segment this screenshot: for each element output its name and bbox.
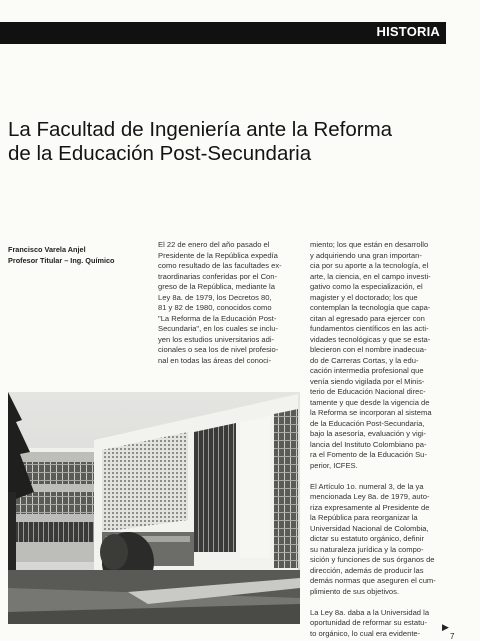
text-line: dictar su estatuto orgánico, definir <box>310 534 424 543</box>
text-line: Universidad Nacional de Colombia, <box>310 523 429 533</box>
text-line: El 22 de enero del año pasado el <box>158 240 270 249</box>
text-line: 81 y 82 de 1980, conocidos como <box>158 303 272 312</box>
text-line: contemplan la tecnología que capa- <box>310 303 431 312</box>
text-line: nal en todas las áreas del conoci- <box>158 355 272 365</box>
author-name: Francisco Varela Anjel <box>8 245 86 254</box>
text-line: oportunidad de reformar su estatu- <box>310 618 427 627</box>
text-line: cación intermedia profesional que <box>310 366 424 375</box>
text-line: su naturaleza jurídica y la compo- <box>310 544 424 554</box>
text-line: "La Reforma de la Educación Post- <box>158 313 277 323</box>
text-line: tamente y que desde la vigencia de <box>310 397 430 407</box>
text-line: arte, la ciencia, en el campo investi- <box>310 271 431 281</box>
text-line: la República para reorganizar la <box>310 513 418 522</box>
text-column-2 <box>310 240 456 639</box>
text-line: Secundaria", en los cuales se inclu- <box>158 324 279 333</box>
text-line: ra el Fomento de la Educación Su- <box>310 450 427 459</box>
text-line: Presidente de la República expedía <box>158 250 278 260</box>
text-line: miento; los que están en desarrollo <box>310 240 429 249</box>
article-title-line: La Facultad de Ingeniería ante la Reforma <box>8 118 393 141</box>
text-line: como resultado de las facultades ex- <box>158 261 282 270</box>
continue-arrow-icon: ▶ <box>442 622 449 632</box>
text-line: citan al egresado para ejercer con <box>310 313 425 323</box>
text-line: dirección, además de producir las <box>310 565 424 575</box>
author-role: Profesor Titular – Ing. Químico <box>8 256 115 265</box>
page-number: 7 <box>450 632 455 641</box>
text-line: cia por su aporte a la tecnología, el <box>310 261 429 270</box>
building-photo <box>8 392 300 624</box>
text-line: vidades tecnológicas y que se esta- <box>310 334 431 344</box>
text-line: plimiento de sus objetivos. <box>310 586 400 596</box>
text-line: gativo como la especialización, el <box>310 282 423 291</box>
text-line: venía siendo vigilada por el Minis- <box>310 376 425 386</box>
text-column-1 <box>158 240 302 366</box>
text-line: greso de la República, mediante la <box>158 282 275 291</box>
section-tag: HISTORIA <box>376 24 440 39</box>
text-line: de la Educación Post-Secundaria, <box>310 418 425 428</box>
author-byline <box>8 244 148 266</box>
text-line: bajo la asesoría, evaluación y vigi- <box>310 429 427 438</box>
text-line: fundamentos científicos en las acti- <box>310 324 429 333</box>
text-line: terio de Educación Nacional direc- <box>310 387 426 396</box>
text-line: do de Carreras Cortas, y la edu- <box>310 355 419 365</box>
article-title <box>8 118 438 166</box>
text-line: Ley 8a. de 1979, los Decretos 80, <box>158 292 272 302</box>
text-line: blecieron con el nombre inadecua- <box>310 345 427 354</box>
text-line: lancia del Instituto Colombiano pa- <box>310 439 427 449</box>
article-title-line: de la Educación Post-Secundaria <box>8 142 312 165</box>
text-line: El Artículo 1o. numeral 3, de la ya <box>310 481 424 491</box>
text-line: la Reforma se incorporan al sistema <box>310 408 432 417</box>
section-header-band <box>0 22 446 44</box>
text-line: demás normas que aseguren el cum- <box>310 576 436 585</box>
text-line: traordinarias conferidas por el Con- <box>158 271 278 281</box>
text-line: y adquiriendo una gran importan- <box>310 250 422 260</box>
text-line: La Ley 8a. daba a la Universidad la <box>310 607 430 617</box>
text-line: yen los estudios universitarios adi- <box>158 334 275 344</box>
text-line: sición y funciones de sus órganos de <box>310 555 435 564</box>
text-line: riza expresamente al Presidente de <box>310 502 430 512</box>
text-line: to orgánico, lo cual era evidente- <box>310 628 421 638</box>
paragraph-gap <box>310 597 456 608</box>
text-line: cionales o sea los de nivel profesio- <box>158 345 279 354</box>
paragraph-gap <box>310 471 456 482</box>
text-line: mencionada Ley 8a. de 1979, auto- <box>310 492 430 501</box>
text-line: magister y el doctorado; los que <box>310 292 418 302</box>
building-illustration <box>8 392 300 624</box>
text-line: perior, ICFES. <box>310 460 358 470</box>
